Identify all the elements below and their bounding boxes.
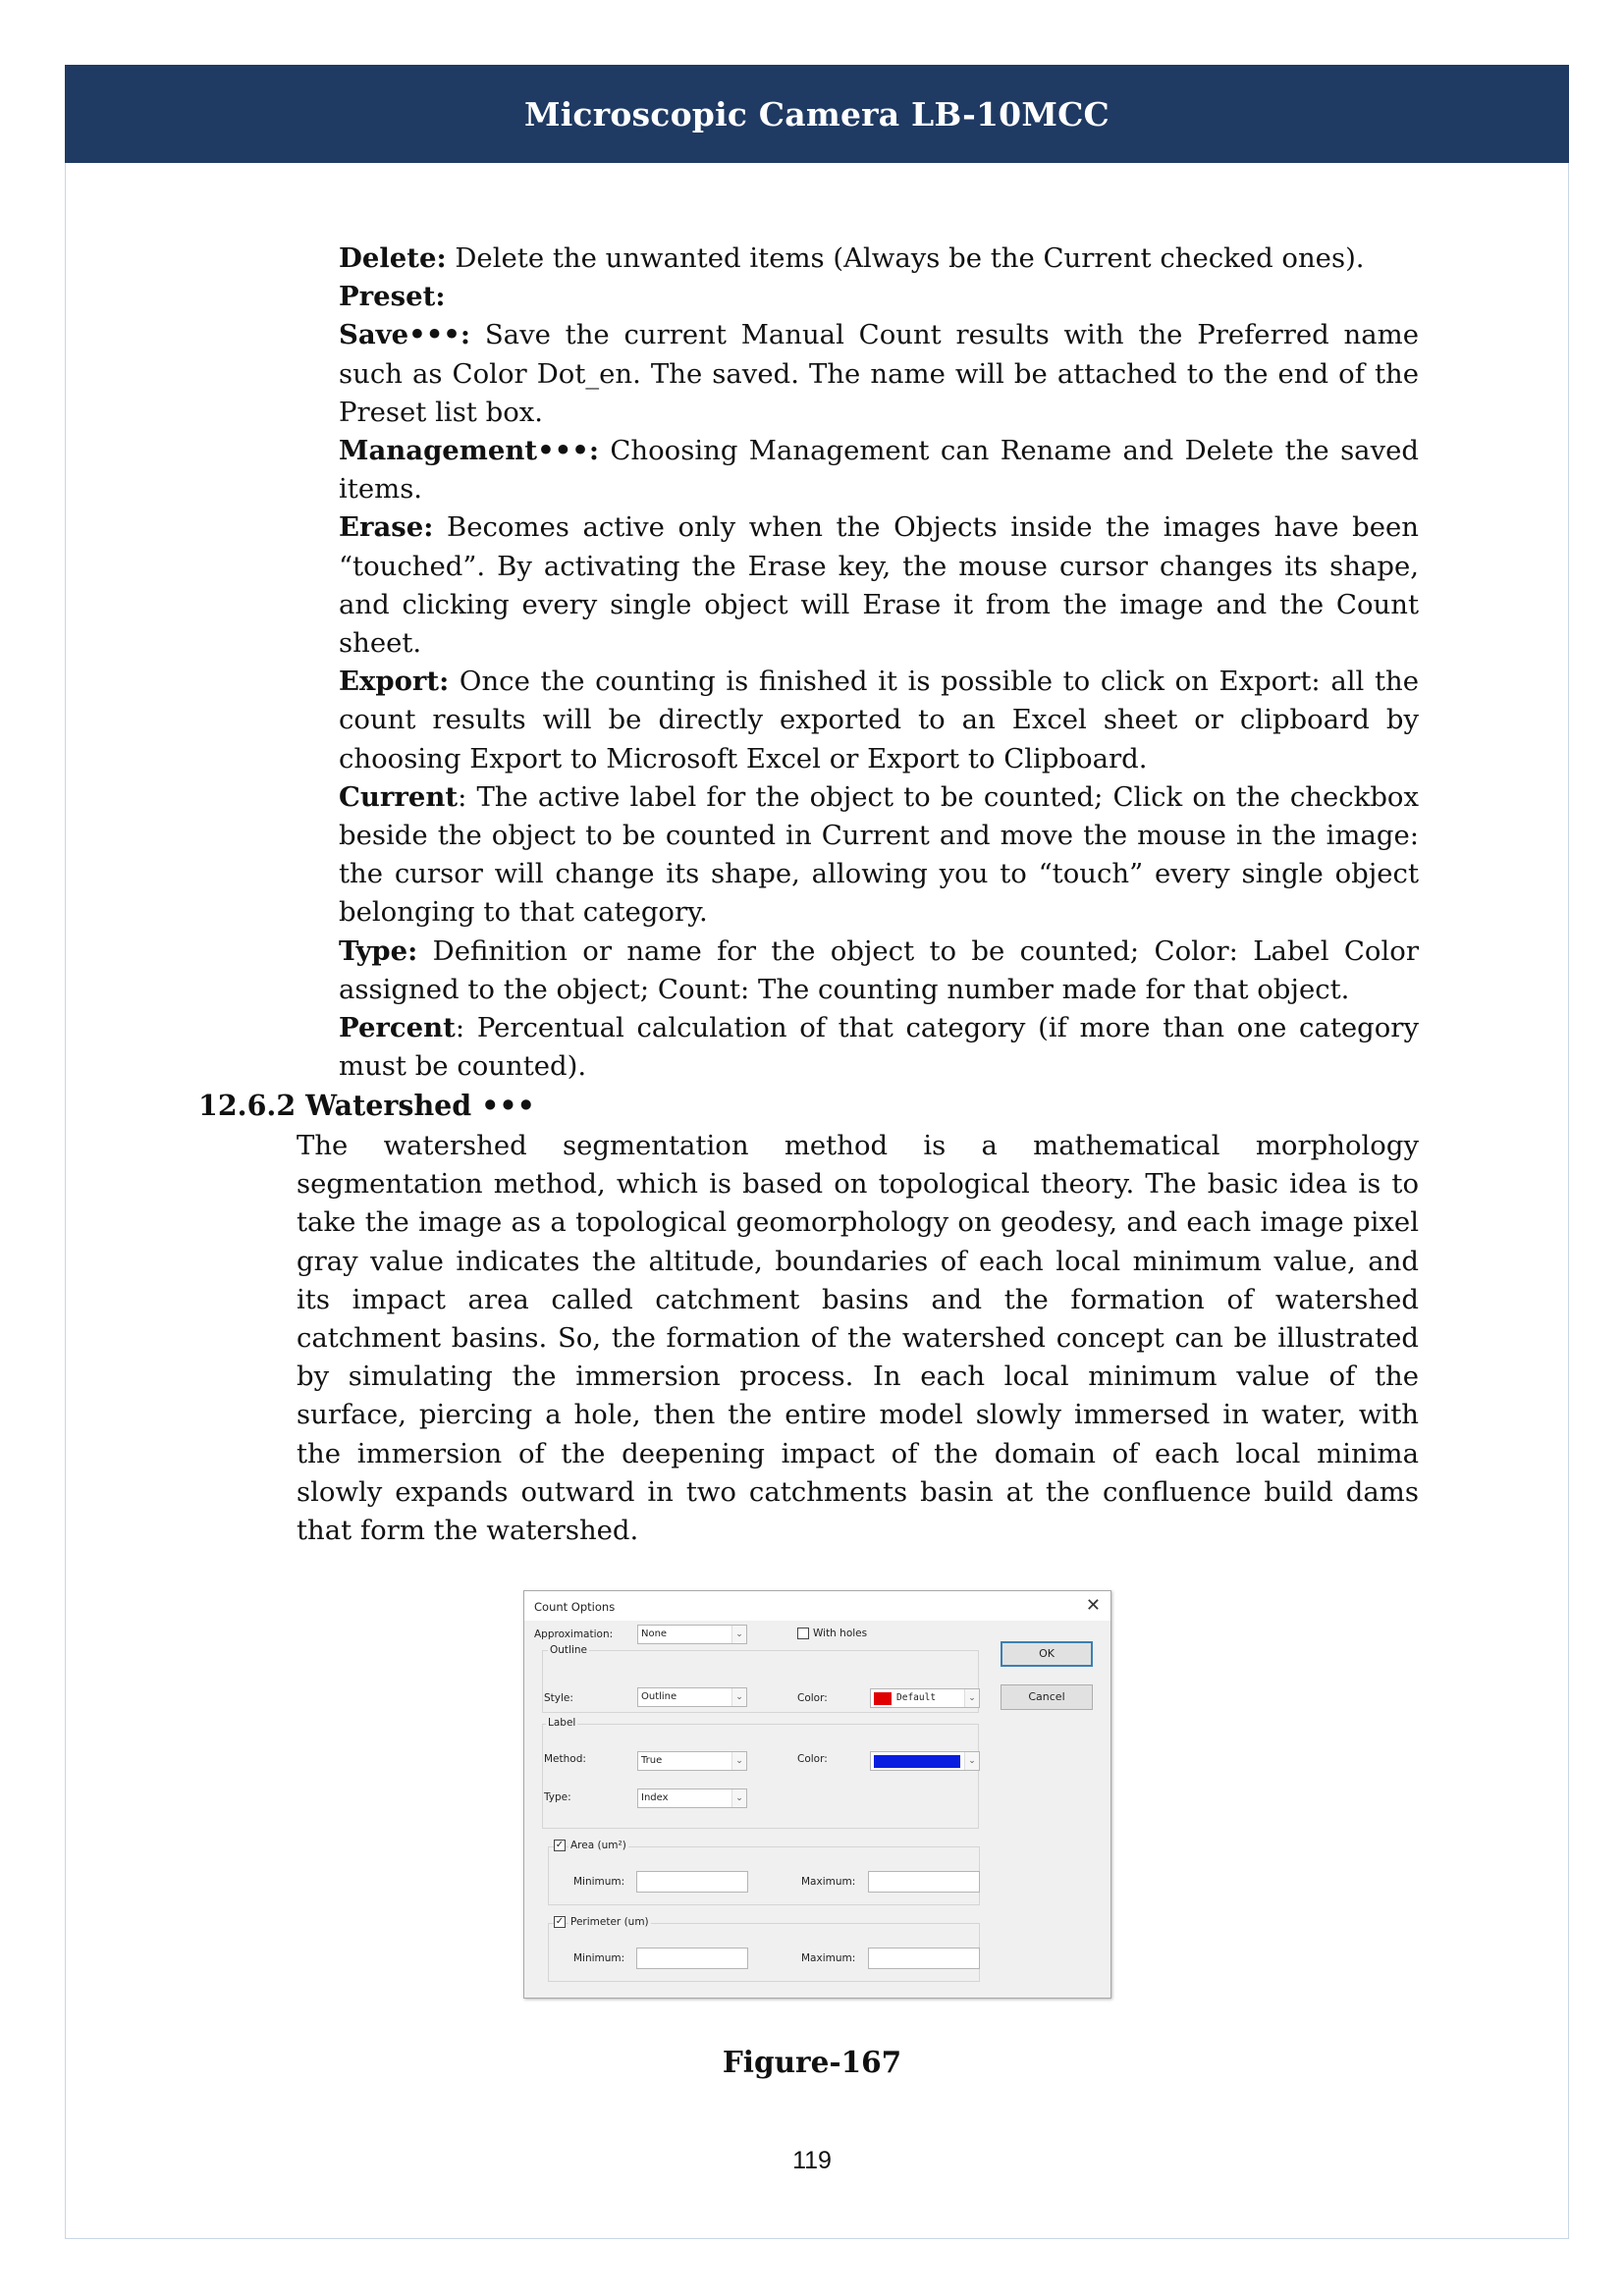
type-label: Type:: [544, 1791, 571, 1803]
definition-text: : The active label for the object to be counted; Click on the checkbox beside the object to be counted in Current and move the mouse in the image: the cursor will change its shape, allowing you to “touch” every single object belonging to that category.: [339, 780, 1419, 929]
definition-term: Percent: [339, 1012, 456, 1044]
perimeter-checkbox[interactable]: ✓: [555, 1916, 565, 1927]
definition-term: Current: [339, 780, 459, 813]
outline-color-select[interactable]: [870, 1688, 980, 1708]
definition-text: Save the current Manual Count results with the Preferred name such as Color Dot_en. The saved. The name will be attached to the end of the Preset list box.: [339, 319, 1419, 428]
area-label: Area (um²): [570, 1840, 626, 1851]
method-label: Method:: [544, 1753, 586, 1765]
perimeter-maximum-input[interactable]: [868, 1948, 980, 1969]
approximation-value: None: [641, 1629, 668, 1639]
style-value: Outline: [641, 1691, 677, 1702]
definition-term: Delete:: [339, 242, 447, 274]
page-number: 119: [792, 2147, 832, 2174]
with-holes-checkbox[interactable]: [797, 1628, 809, 1639]
method-value: True: [641, 1755, 663, 1766]
outline-color-swatch: [874, 1692, 892, 1705]
definition-item: [339, 432, 1419, 508]
ok-button[interactable]: OK: [1001, 1641, 1093, 1667]
area-minimum-input[interactable]: [636, 1871, 748, 1893]
definition-item: [339, 508, 1419, 663]
chevron-down-icon: ⌄: [731, 1626, 746, 1643]
definitions-list: [339, 240, 1419, 1086]
section-body: The watershed segmentation method is a mathematical morphology segmentation method, which is based on topological theory. The basic idea is to take the image as a topological geomorphology on geodesy, and each image pixel gray value indicates the altitude, boundaries of each local minimum value, and its impact area called catchment basins and the formation of watershed catchment basins. So, the formation of the watershed concept can be illustrated by simulating the immersion process. In each local minimum value of the surface, piercing a hole, then the entire model slowly immersed in water, with the immersion of the deepening impact of the domain of each local minima slowly expands outward in two catchments basin at the confluence build dams that form the watershed.: [297, 1130, 1419, 1547]
header-title: Microscopic Camera LB-10MCC: [523, 94, 1110, 133]
definition-item: [339, 316, 1419, 432]
definition-text: Delete the unwanted items (Always be the Current checked ones).: [446, 242, 1365, 274]
chevron-down-icon: ⌄: [731, 1752, 746, 1770]
method-select[interactable]: [637, 1751, 747, 1771]
definition-item: [339, 663, 1419, 778]
perimeter-minimum-input[interactable]: [636, 1948, 748, 1969]
chevron-down-icon: ⌄: [731, 1688, 746, 1706]
definition-term: Management•••:: [339, 435, 599, 467]
outline-color-label: Color:: [797, 1692, 828, 1704]
definition-text: Definition or name for the object to be counted; Color: Label Color assigned to the object; Count: The counting number made for that object.: [339, 934, 1419, 1005]
chevron-down-icon: ⌄: [964, 1752, 979, 1770]
definition-term: Save•••:: [339, 319, 471, 351]
definition-term: Type:: [339, 934, 418, 967]
approximation-select[interactable]: [637, 1625, 747, 1644]
perimeter-label: Perimeter (um): [570, 1916, 649, 1928]
close-icon[interactable]: ✕: [1085, 1595, 1101, 1616]
outline-group-label: Outline: [550, 1644, 587, 1656]
chevron-down-icon: ⌄: [964, 1689, 979, 1707]
definition-item: [339, 278, 1419, 316]
area-maximum-input[interactable]: [868, 1871, 980, 1893]
definition-term: Erase:: [339, 511, 434, 544]
area-checkbox[interactable]: ✓: [555, 1840, 565, 1850]
type-value: Index: [641, 1792, 669, 1803]
definition-text: Choosing Management can Rename and Delete the saved items.: [339, 435, 1419, 506]
outline-color-value: Default: [896, 1692, 937, 1703]
definition-item: [339, 933, 1419, 1009]
cancel-button[interactable]: Cancel: [1001, 1684, 1093, 1710]
area-minimum-label: Minimum:: [573, 1876, 625, 1888]
definition-text: : Percentual calculation of that category (if more than one category must be counted).: [339, 1012, 1419, 1083]
section-heading: 12.6.2 Watershed •••: [198, 1089, 535, 1122]
definition-term: Export:: [339, 666, 450, 698]
with-holes-label: With holes: [813, 1628, 868, 1639]
page-header: [65, 65, 1569, 163]
label-color-label: Color:: [797, 1753, 828, 1765]
approximation-label: Approximation:: [534, 1629, 614, 1640]
label-color-select[interactable]: [870, 1751, 980, 1771]
dialog-title: Count Options: [534, 1600, 616, 1614]
definition-item: [339, 1009, 1419, 1086]
definition-item: [339, 778, 1419, 933]
label-color-swatch: [874, 1755, 960, 1768]
label-group-label: Label: [548, 1717, 576, 1729]
dialog-titlebar: [524, 1591, 1110, 1621]
definition-text: Becomes active only when the Objects inside the images have been “touched”. By activating the Erase key, the mouse cursor changes its shape, and clicking every single object will Erase it from the image and the Count sheet.: [339, 511, 1419, 660]
definition-term: Preset:: [339, 281, 446, 313]
type-select[interactable]: [637, 1789, 747, 1808]
perimeter-maximum-label: Maximum:: [801, 1952, 856, 1964]
perimeter-minimum-label: Minimum:: [573, 1952, 625, 1964]
style-select[interactable]: [637, 1687, 747, 1707]
definition-text: Once the counting is finished it is possible to click on Export: all the count results will be directly exported to an Excel sheet or clipboard by choosing Export to Microsoft Excel or Export to Clipboard.: [339, 666, 1419, 774]
figure-caption: Figure-167: [722, 2045, 902, 2079]
chevron-down-icon: ⌄: [731, 1789, 746, 1807]
definition-item: [339, 240, 1419, 278]
count-options-dialog: [523, 1590, 1111, 1999]
label-group: [542, 1724, 979, 1829]
area-maximum-label: Maximum:: [801, 1876, 856, 1888]
style-label: Style:: [544, 1692, 573, 1704]
